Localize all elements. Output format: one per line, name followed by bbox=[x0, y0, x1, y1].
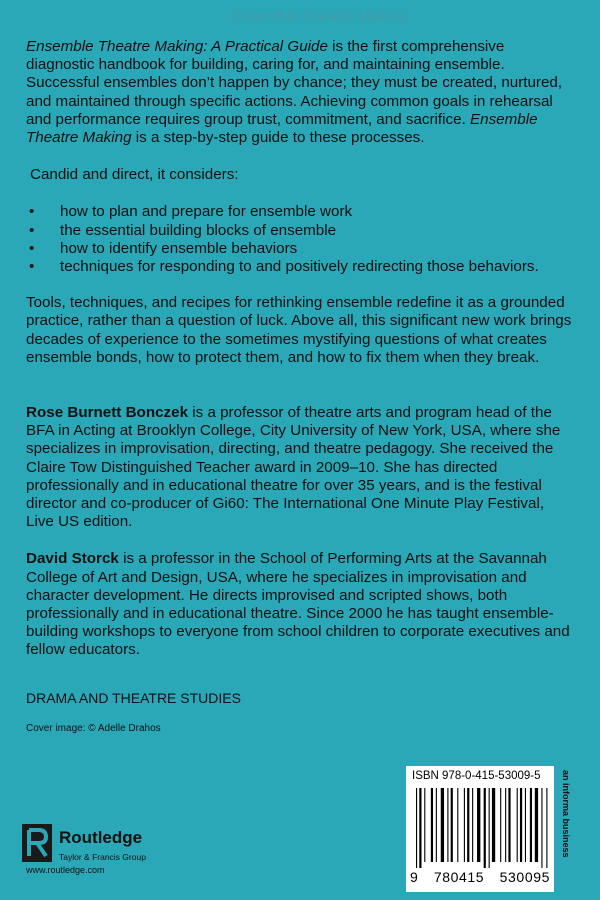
candid-line: Candid and direct, it considers: bbox=[30, 166, 239, 184]
back-cover-text bbox=[26, 38, 574, 738]
intro-text-b: is a step-by-step guide to these processes. bbox=[131, 129, 425, 147]
isbn-label: ISBN 978-0-415-53009-5 bbox=[412, 770, 541, 782]
list-item: • how to identify ensemble behaviors bbox=[29, 239, 298, 257]
list-item: • techniques for responding to and positively redirecting those behaviors. bbox=[29, 258, 539, 276]
bullet-icon: • bbox=[29, 239, 35, 257]
informa-side-text: an informa business bbox=[561, 770, 571, 858]
barcode-icon bbox=[410, 788, 550, 868]
tools-paragraph: Tools, techniques, and recipes for rethinking ensemble redefine it as a grounded practice, rather than a question of luck. Above all, this significant new work brings decades of experience to the sometimes mystifying questions of what creates ensemble bonds, how to protect them, and how to fix them when they break. bbox=[26, 294, 572, 366]
top-partial-title: Ensemble Theatre Making bbox=[232, 8, 407, 25]
book-title-short: Ensemble Theatre Making bbox=[26, 110, 538, 147]
bullet-icon: • bbox=[29, 221, 35, 239]
author-name: David Storck bbox=[26, 550, 119, 568]
cover-credit: Cover image: © Adelle Drahos bbox=[26, 722, 161, 734]
isbn-barcode bbox=[406, 766, 554, 892]
list-item: • how to plan and prepare for ensemble work bbox=[29, 203, 353, 221]
barcode-digits: 9 780415 530095 bbox=[410, 869, 550, 885]
book-title: Ensemble Theatre Making: A Practical Guide bbox=[26, 38, 328, 55]
author-name: Rose Burnett Bonczek bbox=[26, 404, 189, 422]
intro-paragraph bbox=[26, 38, 574, 147]
intro-text-a: is the first comprehensive diagnostic handbook for building, caring for, and maintaining ensemble. Successful ensembles don’t happen by chance; they must be created, nurtured, and maintained through specific actions. Achieving common goals in rehearsal and performance requires group trust, commitment, and sacrifice. bbox=[26, 38, 563, 128]
considerations-list bbox=[26, 203, 574, 276]
list-item: • the essential building blocks of ensemble bbox=[29, 221, 337, 239]
routledge-logo-icon bbox=[22, 824, 52, 862]
publisher-name: Routledge bbox=[59, 828, 143, 847]
subject-category: DRAMA AND THEATRE STUDIES bbox=[26, 689, 241, 706]
publisher-logo bbox=[22, 822, 172, 882]
author-bio-storck: David Storck is a professor in the School of Performing Arts at the Savannah College of Art and Design, USA, where he specializes in improvisation and character development. He directs improvised and scripted shows, both professionally and in educational theatre. Since 2000 he has taught ensemble-building workshops to everyone from school children to corporate executives and fellow educators. bbox=[26, 550, 570, 659]
publisher-group: Taylor & Francis Group bbox=[59, 852, 146, 862]
bullet-icon: • bbox=[29, 258, 35, 276]
author-bio-bonczek: Rose Burnett Bonczek is a professor of theatre arts and program head of the BFA in Acting at Brooklyn College, City University of New York, USA, where she specializes in improvisation, directing, and theatre pedagogy. She received the Claire Tow Distinguished Teacher award in 2009–10. She has directed professionally and in educational theatre for over 35 years, and is the festival director and co-producer of Gi60: The International One Minute Play Festival, Live US edition. bbox=[26, 404, 561, 531]
bullet-icon: • bbox=[29, 203, 35, 221]
publisher-url: www.routledge.com bbox=[26, 865, 105, 875]
